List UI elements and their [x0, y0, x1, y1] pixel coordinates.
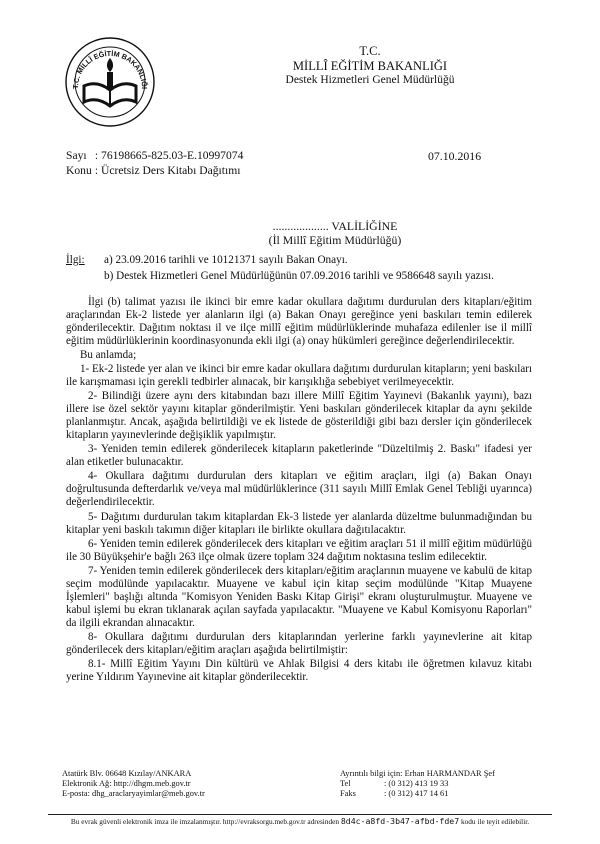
verify-suffix: kodu ile teyit edilebilir. — [460, 817, 530, 826]
paragraph: Bu anlamda; — [80, 349, 137, 362]
footer-left — [62, 769, 262, 799]
konu-value: : Ücretsiz Ders Kitabı Dağıtımı — [94, 164, 241, 177]
paragraph: 4- Okullara dağıtımı durdurulan ders kitapları ve eğitim araçları, ilgi (a) Bakan Onayı doğrultusunda defterdarlık ve/veya mal müdürlüklerince (311 sayılı Millî Emlak Genel Tebliği uyarınca) değerlendirilecektir. — [66, 470, 532, 509]
footer-right — [340, 769, 570, 799]
paragraph: 6- Yeniden temin edilerek gönderilecek ders kitapları ve eğitim araçları 51 il millî eğitim müdürlüğü ile 30 Büyükşehir'e bağlı 263 ilçe olmak üzere toplam 324 dağıtım noktasına teslim edilecektir. — [66, 537, 532, 563]
tel-value: : (0 312) 413 19 33 — [384, 779, 449, 788]
document-date: 07.10.2016 — [428, 149, 482, 163]
verification-line — [40, 816, 560, 826]
paragraph: 2- Bilindiği üzere aynı ders kitabından bazı illere Millî Eğitim Yayınevi (Bakanlık yayını), bazı illere ise özel sektör yayını kitaplar gönderilmiştir. Yeni baskıları gönderilecek kitaplar da aynı şekilde planlanmıştır. Ancak, aşağıda belirtildiği ve ek listede de gösterildiği gibi bazı dersler için gönderilecek kitapların yayınevlerinde değişiklik yapılmıştır. — [66, 390, 532, 442]
ilgi-b-text: b) Destek Hizmetleri Genel Müdürlüğünün 07.09.2016 tarihli ve 9586648 sayılı yazısı. — [104, 270, 494, 282]
logo-text: T.C. MİLLÎ EĞİTİM BAKANLIĞI — [70, 48, 150, 90]
letter-body — [66, 296, 532, 685]
verify-prefix: Bu evrak güvenli elektronik imza ile imzalanmıştır. http://evraksorgu.meb.gov.tr adresinden — [70, 817, 340, 826]
konu-label: Konu — [66, 164, 92, 177]
konu-line — [66, 164, 240, 177]
footer-divider — [48, 814, 552, 815]
recipient-title: ................... VALİLİĞİNE — [272, 219, 398, 233]
paragraph: 8- Okullara dağıtımı durdurulan ders kitaplarından yerlerine farklı yayınevlerine ait kitap gönderilecek ders kitapları/eğitim araçları aşağıda belirtilmiştir: — [66, 630, 532, 656]
ilgi-a-text: a) 23.09.2016 tarihli ve 10121371 sayılı Bakan Onayı. — [104, 254, 348, 266]
sayi-line — [66, 149, 243, 162]
ilgi-label: İlgi: — [66, 254, 85, 266]
header-directorate: Destek Hizmetleri Genel Müdürlüğü — [285, 74, 455, 86]
paragraph: İlgi (b) talimat yazısı ile ikinci bir emre kadar okullara dağıtımı durdurulan ders kitapları/eğitim araçlarından Ek-2 listede yer alanların ilgi (a) Bakan Onayı gereğince yeni baskıları temin edilerek gönderilecektir. Dağıtım noktası il ve ilçe millî eğitim müdürlüklerinde muhafaza edilenler ise il millî eğitim müdürlüklerinin koordinasyonunda ekli ilgi (a) onay hükümleri gereğince değerlendirilecektir. — [66, 296, 532, 347]
paragraph: 1- Ek-2 listede yer alan ve ikinci bir emre kadar okullara dağıtımı durdurulan kitapların; yeni baskıları ile karışmaması için gerekli tedbirler alınacak, bir karışıklığa sebebiyet verilmeyecektir. — [66, 363, 532, 389]
sayi-label: Sayı — [66, 149, 87, 162]
paragraph: 5- Dağıtımı durdurulan takım kitaplardan Ek-3 listede yer alanlarda düzeltme bulunmadığından bu kitaplar yeni baskılı takımın diğer kitapları ile birlikte okullara dağıtılacaktır. — [66, 510, 532, 536]
verify-code: 8d4c-a8fd-3b47-afbd-fde7 — [340, 816, 460, 826]
footer-web: Elektronik Ağ: http://dhgm.meb.gov.tr — [62, 779, 191, 788]
footer-email: E-posta: dhg_araclaryayimlar@meb.gov.tr — [62, 789, 205, 798]
paragraph: 7- Yeniden temin edilerek gönderilecek ders kitapları/eğitim araçlarının muayene ve kabulü de kitap seçim modülünde yapılacaktır. Muayene ve kabul için kitap seçim modülünde "Kitap Muayene İşlemleri" başlığı altında "Komisyon Yeniden Baskı Kitap Girişi" ekranı oluşturulmuştur. Muayene ve kabul işlemi bu ekran tıklanarak açılan sayfada yapılacaktır. "Muayene ve Kabul Komisyonu Raporları" da ilgili ekrandan alınacaktır. — [66, 564, 532, 629]
ministry-logo-seal — [64, 36, 156, 128]
recipient-subtitle: (İl Millî Eğitim Müdürlüğü) — [268, 233, 402, 247]
ilgi-a — [66, 254, 348, 266]
paragraph: 8.1- Millî Eğitim Yayını Din kültürü ve Ahlak Bilgisi 4 ders kitabı ile öğretmen kılavuz kitabı yerine Yıldırım Yayınevine ait kitaplar gönderilecektir. — [66, 657, 532, 683]
sayi-value: : 76198665-825.03-E.10997074 — [94, 149, 244, 162]
ilgi-b — [66, 270, 494, 282]
header-ministry: MİLLÎ EĞİTİM BAKANLIĞI — [292, 59, 448, 73]
fax-value: : (0 312) 417 14 61 — [384, 789, 449, 798]
header-tc: T.C. — [359, 44, 381, 58]
paragraph: 3- Yeniden temin edilerek gönderilecek kitapların paketlerinde "Düzeltilmiş 2. Baskı" ifadesi yer alan etiketler bulunacaktır. — [66, 443, 532, 469]
fax-label: Faks — [340, 789, 356, 798]
tel-label: Tel — [340, 779, 351, 788]
footer-address: Atatürk Blv. 06648 Kızılay/ANKARA — [62, 769, 192, 778]
footer-contact: Ayrıntılı bilgi için: Erhan HARMANDAR Şef — [340, 769, 495, 778]
